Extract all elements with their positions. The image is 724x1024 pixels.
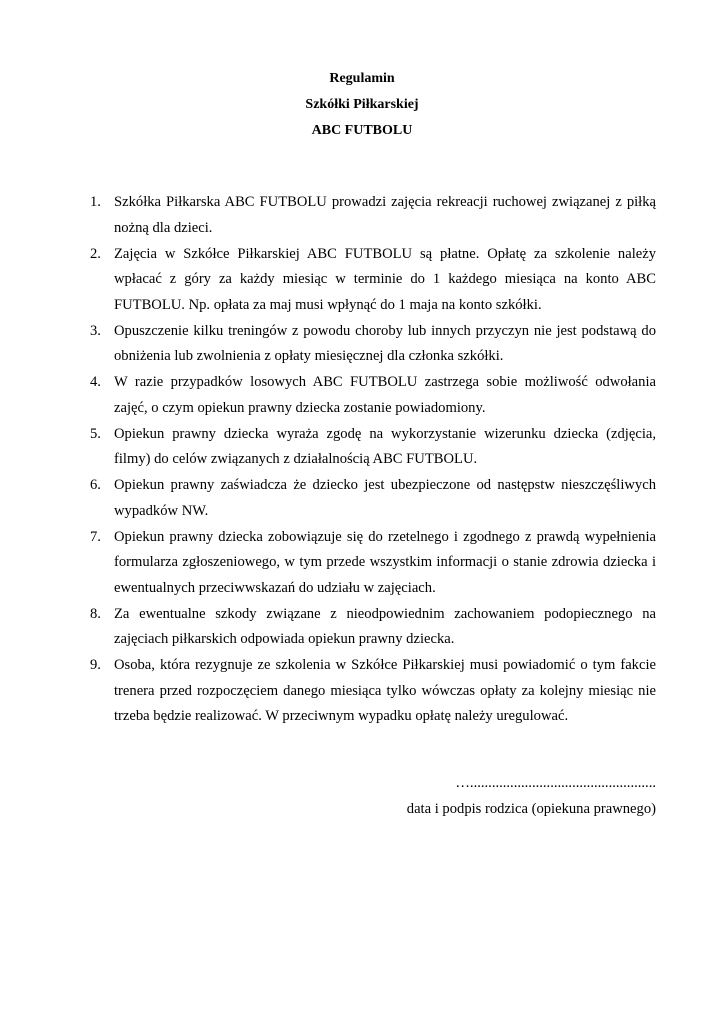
rule-number: 4. <box>90 374 101 390</box>
rule-text: Szkółka Piłkarska ABC FUTBOLU prowadzi zajęcia rekreacji ruchowej związanej z piłką nożną dla dzieci. <box>114 194 656 236</box>
rule-item-1 <box>90 190 656 241</box>
rule-item-8 <box>90 602 656 653</box>
rule-item-6 <box>90 473 656 524</box>
rule-item-9 <box>90 653 656 730</box>
rule-number: 1. <box>90 194 101 210</box>
rule-item-7 <box>90 525 656 602</box>
rules-list <box>90 190 656 730</box>
rule-text: Zajęcia w Szkółce Piłkarskiej ABC FUTBOLU są płatne. Opłatę za szkolenie należy wpłacać z góry za każdy miesiąc w terminie do 1 każdego miesiąca na konto ABC FUTBOLU. Np. opłata za maj musi wpłynąć do 1 maja na konto szkółki. <box>114 245 656 313</box>
title-line-club: ABC FUTBOLU <box>311 123 413 138</box>
rule-number: 7. <box>90 528 101 545</box>
rule-text: Opiekun prawny dziecka wyraża zgodę na wykorzystanie wizerunku dziecka (zdjęcia, filmy) do celów związanych z działalnością ABC FUTBOLU. <box>114 425 656 467</box>
rule-text: Osoba, która rezygnuje ze szkolenia w Szkółce Piłkarskiej musi powiadomić o tym fakcie trenera przed rozpoczęciem danego miesiąca tylko wówczas opłaty za kolejny miesiąc nie trzeba będzie realizować. W przeciwnym wypadku opłatę należy uregulować. <box>114 657 656 724</box>
rule-number: 8. <box>90 605 101 622</box>
rule-text: Opuszczenie kilku treningów z powodu choroby lub innych przyczyn nie jest podstawą do obniżenia lub zwolnienia z opłaty miesięcznej dla członka szkółki. <box>114 322 656 364</box>
rule-item-3 <box>90 319 656 370</box>
rule-text: Za ewentualne szkody związane z nieodpowiednim zachowaniem podopiecznego na zajęciach piłkarskich odpowiada opiekun prawny dziecka. <box>114 605 656 647</box>
rule-item-2 <box>90 242 656 319</box>
rule-number: 6. <box>90 477 101 493</box>
rule-text: Opiekun prawny zaświadcza że dziecko jest ubezpieczone od następstw nieszczęśliwych wypadków NW. <box>114 477 656 519</box>
rule-number: 3. <box>90 322 101 339</box>
rule-number: 9. <box>90 657 101 673</box>
signature-block <box>407 770 656 822</box>
title-line-regulamin: Regulamin <box>329 71 395 86</box>
document-title <box>0 66 724 144</box>
rule-number: 5. <box>90 425 101 442</box>
rule-item-4 <box>90 370 656 421</box>
rule-item-5 <box>90 422 656 473</box>
rule-number: 2. <box>90 245 101 262</box>
signature-line: …................................................... <box>455 775 656 791</box>
signature-caption: data i podpis rodzica (opiekuna prawnego) <box>406 801 656 817</box>
title-line-school: Szkółki Piłkarskiej <box>305 97 419 112</box>
rule-text: W razie przypadków losowych ABC FUTBOLU zastrzega sobie możliwość odwołania zajęć, o czym opiekun prawny dziecka zostanie powiadomiony. <box>114 374 656 416</box>
rule-text: Opiekun prawny dziecka zobowiązuje się do rzetelnego i zgodnego z prawdą wypełnienia formularza zgłoszeniowego, w tym przede wszystkim informacji o stanie zdrowia dziecka i ewentualnych przeciwwskazań do udziału w zajęciach. <box>114 528 656 596</box>
